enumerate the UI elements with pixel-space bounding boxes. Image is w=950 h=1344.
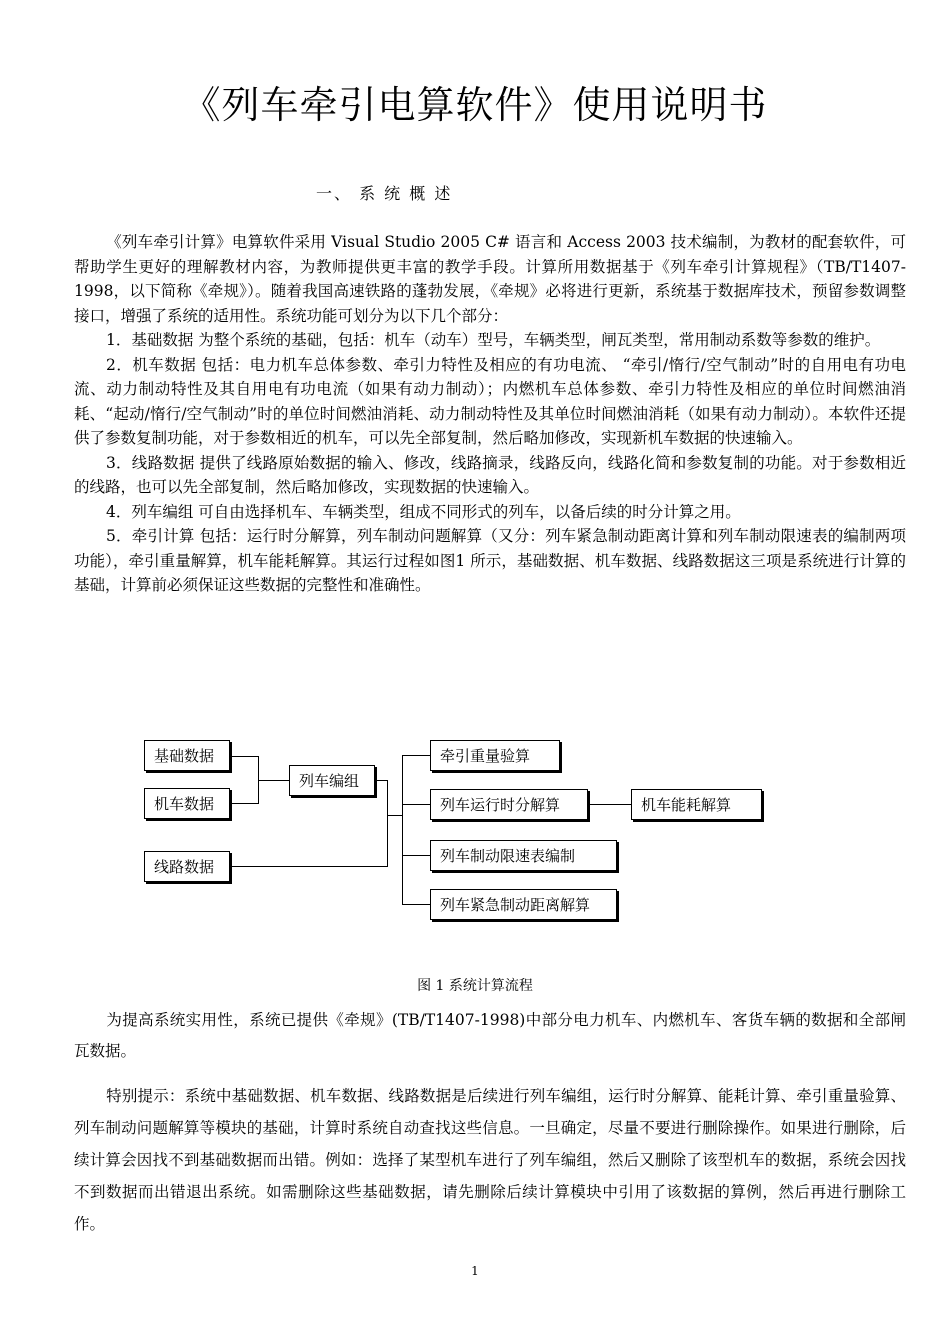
connector: [387, 780, 388, 867]
item-loco-data: 2．机车数据 包括：电力机车总体参数、牵引力特性及相应的有功电流、 “牵引/惰行/空气制动”时的自用电有功电流、动力制动特性及其自用电有功电流（如果有动力制动）；内燃机车总体参数、牵引力特性及相应的单位时间燃油消耗、“起动/惰行/空气制动”时的单位时间燃油消耗、动力制动特性及其单位时间燃油消耗（如果有动力制动）。本软件还提供了参数复制功能，对于参数相近的机车，可以先全部复制，然后略加修改，实现新机车数据的快速输入。: [74, 355, 906, 447]
figure-caption: 图 1 系统计算流程: [417, 978, 533, 994]
section-heading: 一、 系 统 概 述: [316, 184, 453, 203]
intro-paragraph: 《列车牵引计算》电算软件采用 Visual Studio 2005 C# 语言和 Access 2003 技术编制，为教材的配套软件，可帮助学生更好的理解教材内容，为教师提供更丰富的教学手段。计算所用数据基于《列车牵引计算规程》（TB/T1407-1998，以下简称《牵规》）。随着我国高速铁路的蓬勃发展，《牵规》必将进行更新，系统基于数据库技术，预留参数调整接口，增强了系统的适用性。系统功能可划分为以下几个部分：: [74, 233, 906, 325]
connector: [402, 855, 430, 856]
box-energy-calc: 机车能耗解算: [631, 789, 762, 820]
box-line-data: 线路数据: [144, 851, 230, 882]
item-base-data: 1．基础数据 为整个系统的基础，包括：机车（动车）型号，车辆类型，闸瓦类型，常用制动系数等参数的维护。: [106, 331, 881, 349]
box-brake-table: 列车制动限速表编制: [430, 840, 617, 871]
box-emergency-brake: 列车紧急制动距离解算: [430, 889, 617, 920]
connector: [258, 780, 289, 781]
item-marshalling: 4．列车编组 可自由选择机车、车辆类型，组成不同形式的列车，以备后续的时分计算之用。: [106, 502, 741, 521]
special-tip-paragraph: 特别提示：系统中基础数据、机车数据、线路数据是后续进行列车编组，运行时分解算、能耗计算、牵引重量验算、列车制动问题解算等模块的基础，计算时系统自动查找这些信息。一旦确定，尽量不要进行删除操作。如果进行删除，后续计算会因找不到基础数据而出错。例如：选择了某型机车进行了列车编组，然后又删除了该型机车的数据，系统会因找不到数据而出错退出系统。如需删除这些基础数据，请先删除后续计算模块中引用了该数据的算例，然后再进行删除工作。: [74, 1087, 906, 1233]
item-traction-calc: 5．牵引计算 包括：运行时分解算，列车制动问题解算（又分：列车紧急制动距离计算和列车制动限速表的编制两项功能），牵引重量解算，机车能耗解算。其运行过程如图1 所示，基础数据、机车数据、线路数据这三项是系统进行计算的基础，计算前必须保证这些数据的完整性和准确性。: [74, 527, 906, 594]
connector: [258, 756, 259, 804]
box-runtime-calc: 列车运行时分解算: [430, 789, 588, 820]
connector: [387, 815, 403, 816]
connector: [374, 780, 388, 781]
box-marshalling: 列车编组: [289, 765, 375, 796]
document-title: 《列车牵引电算软件》使用说明书: [182, 83, 768, 127]
connector: [402, 804, 430, 805]
connector: [229, 866, 387, 867]
data-provided-paragraph: 为提高系统实用性，系统已提供《牵规》(TB/T1407-1998)中部分电力机车、内燃机车、客货车辆的数据和全部闸瓦数据。: [74, 1011, 906, 1060]
connector: [402, 755, 403, 905]
connector: [402, 755, 430, 756]
box-loco-data: 机车数据: [144, 788, 230, 819]
connector: [402, 904, 430, 905]
intro-section: [74, 230, 906, 598]
connector: [229, 756, 259, 757]
item-line-data: 3．线路数据 提供了线路原始数据的输入、修改，线路摘录，线路反向，线路化简和参数复制的功能。对于参数相近的线路，也可以先全部复制，然后略加修改，实现数据的快速输入。: [74, 453, 906, 496]
box-base-data: 基础数据: [144, 740, 230, 771]
page-number: 1: [471, 1264, 479, 1278]
connector: [229, 803, 259, 804]
connector: [587, 804, 631, 805]
box-weight-check: 牵引重量验算: [430, 740, 560, 771]
